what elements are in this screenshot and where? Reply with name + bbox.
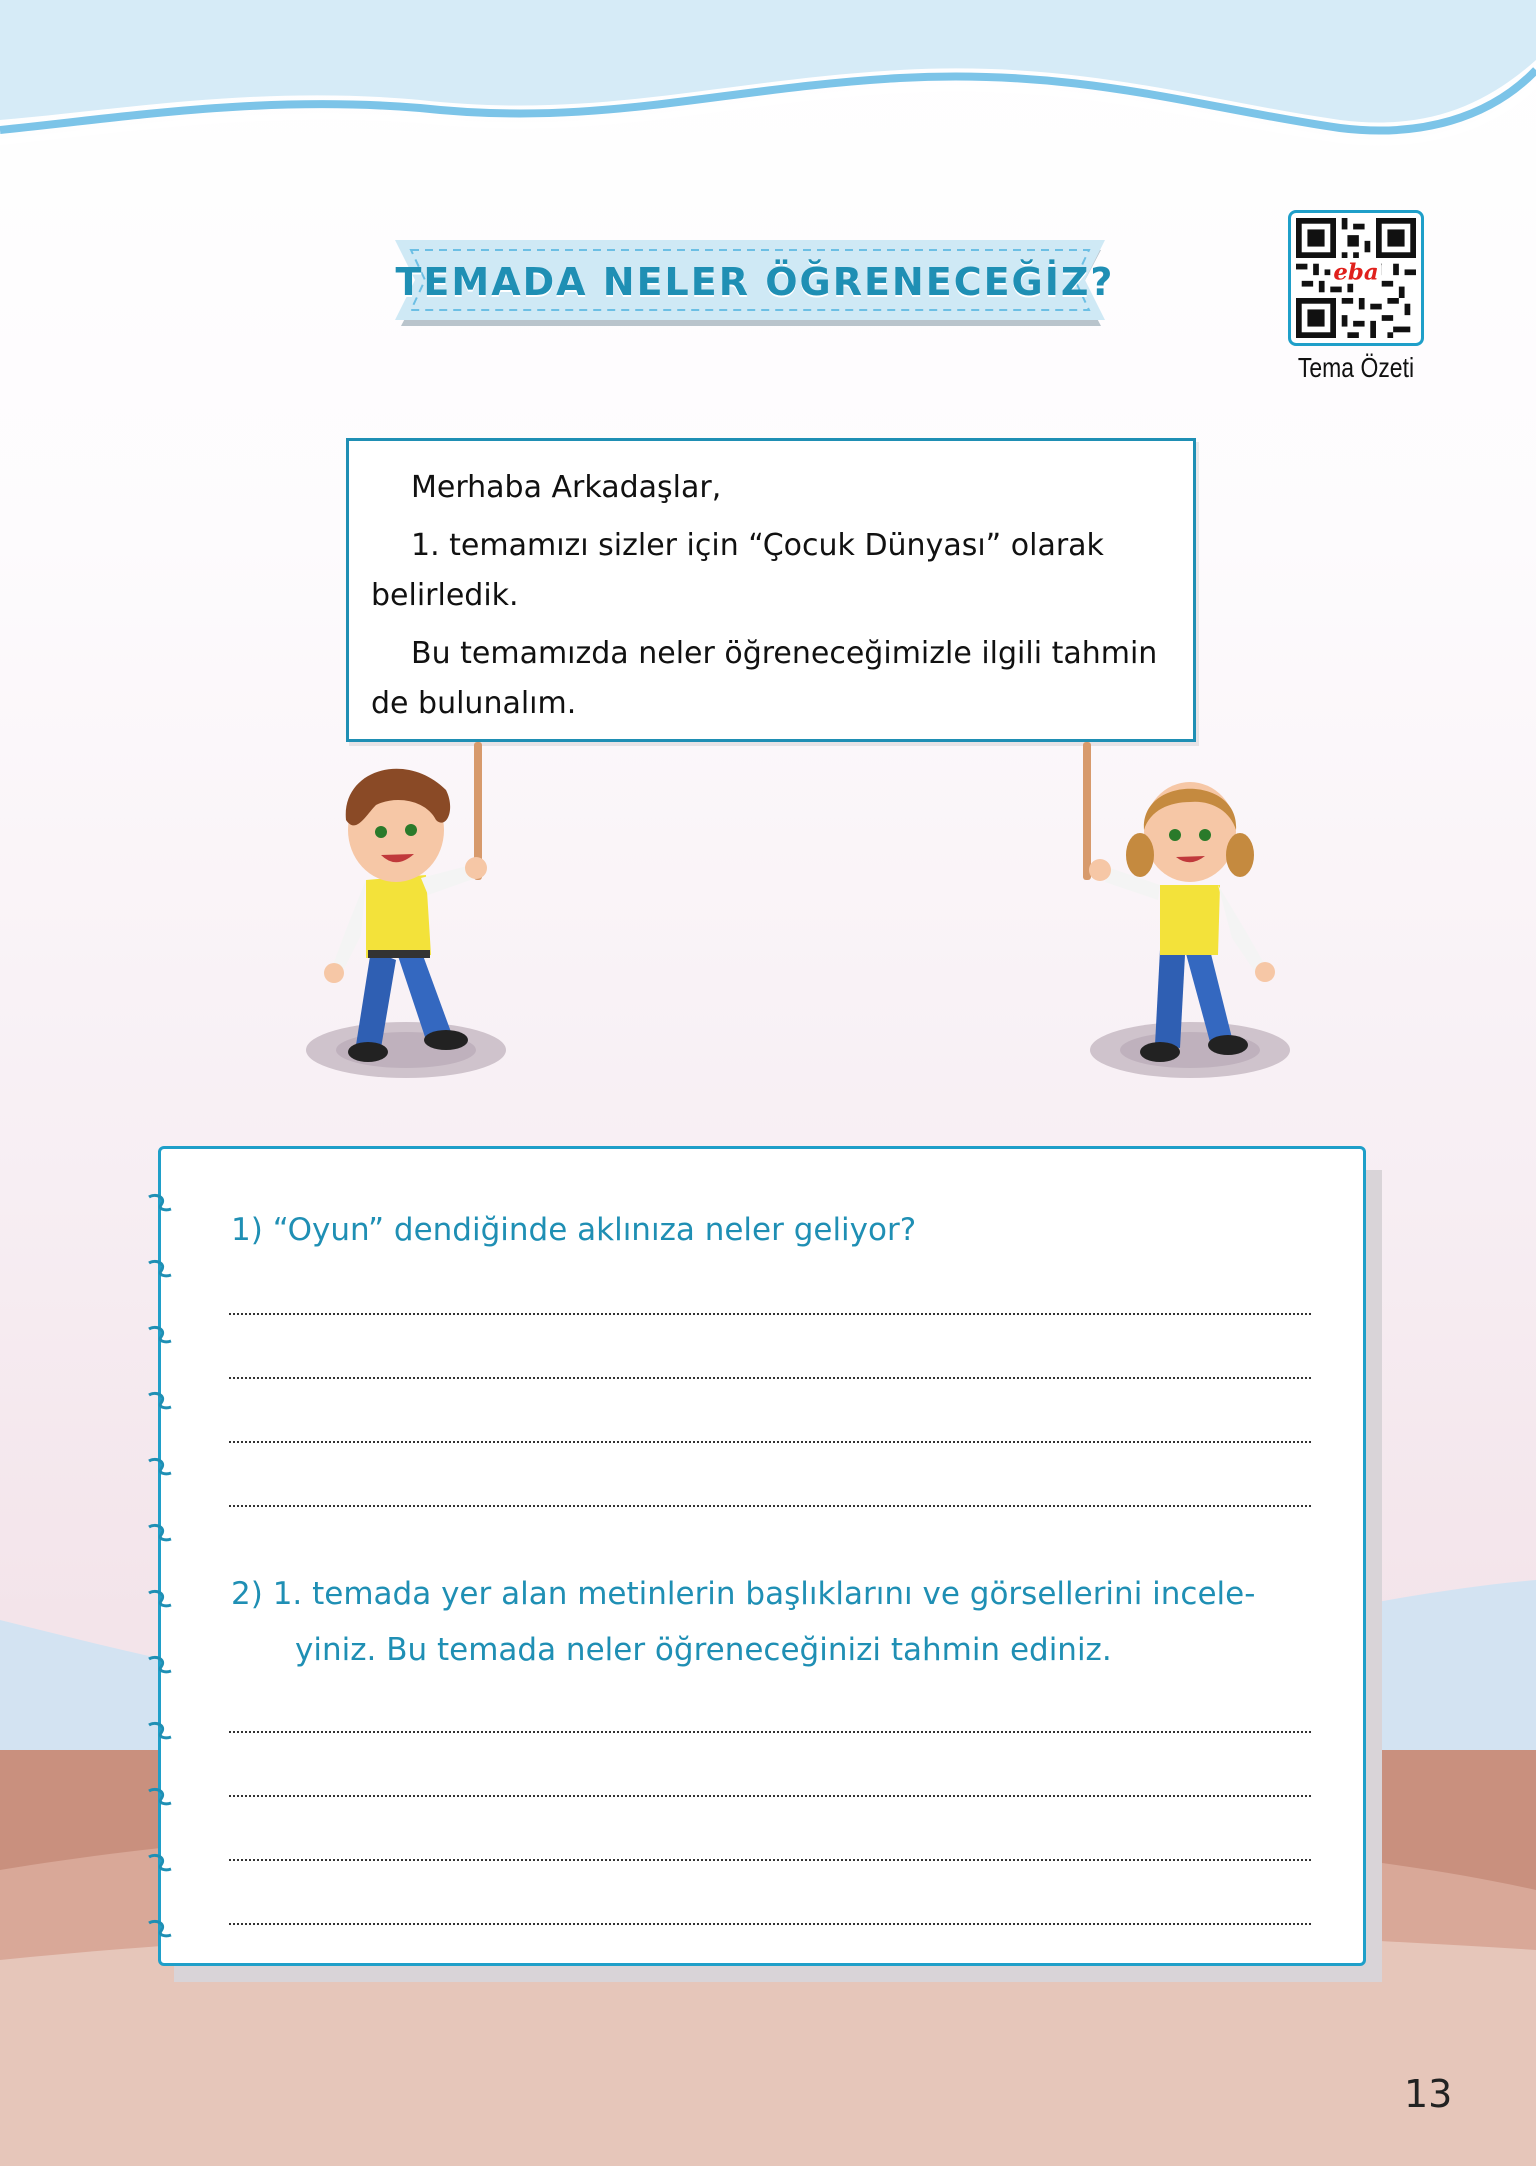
spiral-ring bbox=[147, 1919, 173, 1939]
top-wave-decoration bbox=[0, 0, 1536, 160]
question-2 bbox=[231, 1565, 1331, 1623]
page-title: TEMADA NELER ÖĞRENECEĞİZ? bbox=[395, 260, 1115, 304]
answer-line[interactable] bbox=[229, 1505, 1311, 1507]
question-2-text-line-2: yiniz. Bu temada neler öğreneceğinizi tahmin ediniz. bbox=[295, 1632, 1112, 1668]
question-2-text-line-1: 1. temada yer alan metinlerin başlıklarını ve görsellerini incele- bbox=[272, 1576, 1256, 1612]
question-2-number: 2) bbox=[231, 1576, 263, 1612]
answer-line[interactable] bbox=[229, 1441, 1311, 1443]
spiral-ring bbox=[147, 1391, 173, 1411]
page-number: 13 bbox=[1404, 2072, 1453, 2116]
girl-illustration bbox=[1060, 760, 1300, 1090]
spiral-ring bbox=[147, 1589, 173, 1609]
question-1 bbox=[231, 1201, 916, 1259]
spiral-ring bbox=[147, 1193, 173, 1213]
eba-logo: eba bbox=[1333, 259, 1379, 286]
boy-illustration bbox=[296, 760, 536, 1090]
answer-line[interactable] bbox=[229, 1377, 1311, 1379]
sign-greeting: Merhaba Arkadaşlar, bbox=[411, 470, 722, 505]
answer-line[interactable] bbox=[229, 1923, 1311, 1925]
answer-line[interactable] bbox=[229, 1731, 1311, 1733]
question-1-number: 1) bbox=[231, 1212, 263, 1248]
spiral-ring bbox=[147, 1655, 173, 1675]
answer-line[interactable] bbox=[229, 1313, 1311, 1315]
answer-line[interactable] bbox=[229, 1795, 1311, 1797]
spiral-ring bbox=[147, 1721, 173, 1741]
spiral-ring bbox=[147, 1457, 173, 1477]
notebook-worksheet bbox=[158, 1146, 1366, 1966]
spiral-ring bbox=[147, 1259, 173, 1279]
answer-line[interactable] bbox=[229, 1859, 1311, 1861]
sign-line-2: Bu temamızda neler öğreneceğimizle ilgili tahmin de bulunalım. bbox=[371, 636, 1158, 721]
spiral-ring bbox=[147, 1787, 173, 1807]
qr-label: Tema Özeti bbox=[1297, 352, 1415, 383]
spiral-ring bbox=[147, 1523, 173, 1543]
question-2-continued bbox=[295, 1621, 1112, 1679]
sign-line-1: 1. temamızı sizler için “Çocuk Dünyası” olarak belirledik. bbox=[371, 528, 1104, 613]
qr-code[interactable] bbox=[1288, 210, 1424, 346]
qr-code-graphic bbox=[1296, 218, 1416, 338]
speech-sign bbox=[346, 438, 1196, 742]
spiral-ring bbox=[147, 1325, 173, 1345]
question-1-text: “Oyun” dendiğinde aklınıza neler geliyor? bbox=[272, 1212, 917, 1248]
spiral-ring bbox=[147, 1853, 173, 1873]
